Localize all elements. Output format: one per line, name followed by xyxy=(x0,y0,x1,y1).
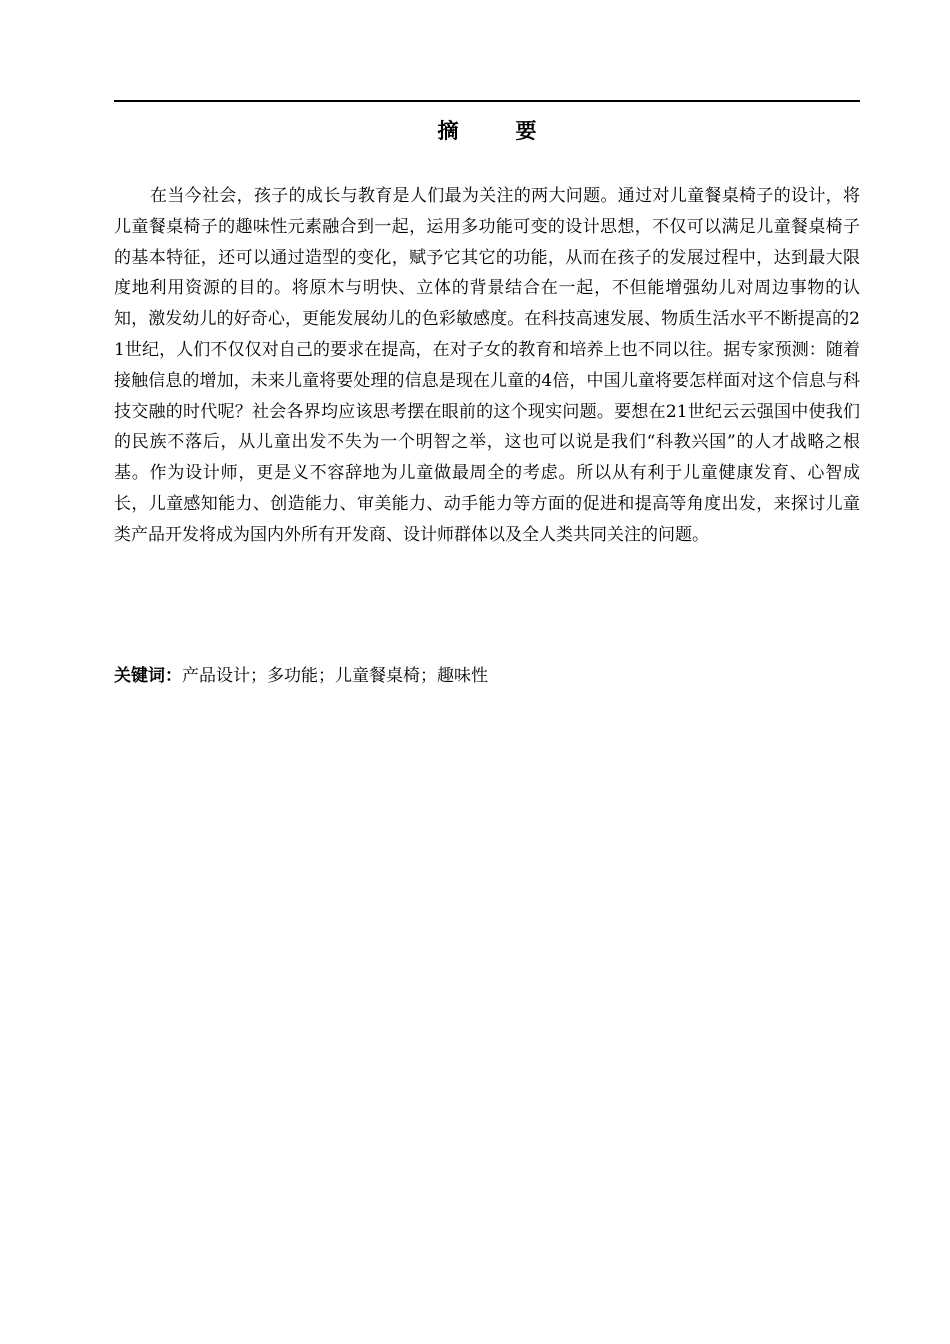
header-rule xyxy=(114,100,860,102)
keywords-label: 关键词： xyxy=(114,666,182,686)
page-title: 摘 要 xyxy=(437,119,555,143)
keywords-line xyxy=(114,661,860,691)
keywords-text: 产品设计；多功能；儿童餐桌椅；趣味性 xyxy=(182,666,488,686)
abstract-paragraph: 在当今社会，孩子的成长与教育是人们最为关注的两大问题。通过对儿童餐桌椅子的设计，将儿童餐桌椅子的趣味性元素融合到一起，运用多功能可变的设计思想，不仅可以满足儿童餐桌椅子的基本特征，还可以通过造型的变化，赋予它其它的功能，从而在孩子的发展过程中，达到最大限度地利用资源的目的。将原木与明快、立体的背景结合在一起，不但能增强幼儿对周边事物的认知，激发幼儿的好奇心，更能发展幼儿的色彩敏感度。在科技高速发展、物质生活水平不断提高的21世纪，人们不仅仅对自己的要求在提高，在对子女的教育和培养上也不同以往。据专家预测：随着接触信息的增加，未来儿童将要处理的信息是现在儿童的4倍，中国儿童将要怎样面对这个信息与科技交融的时代呢？社会各界均应该思考摆在眼前的这个现实问题。要想在21世纪云云强国中使我们的民族不落后，从儿童出发不失为一个明智之举，这也可以说是我们“科教兴国”的人才战略之根基。作为设计师，更是义不容辞地为儿童做最周全的考虑。所以从有利于儿童健康发育、心智成长，儿童感知能力、创造能力、审美能力、动手能力等方面的促进和提高等角度出发，来探讨儿童类产品开发将成为国内外所有开发商、设计师群体以及全人类共同关注的问题。 xyxy=(114,186,860,545)
